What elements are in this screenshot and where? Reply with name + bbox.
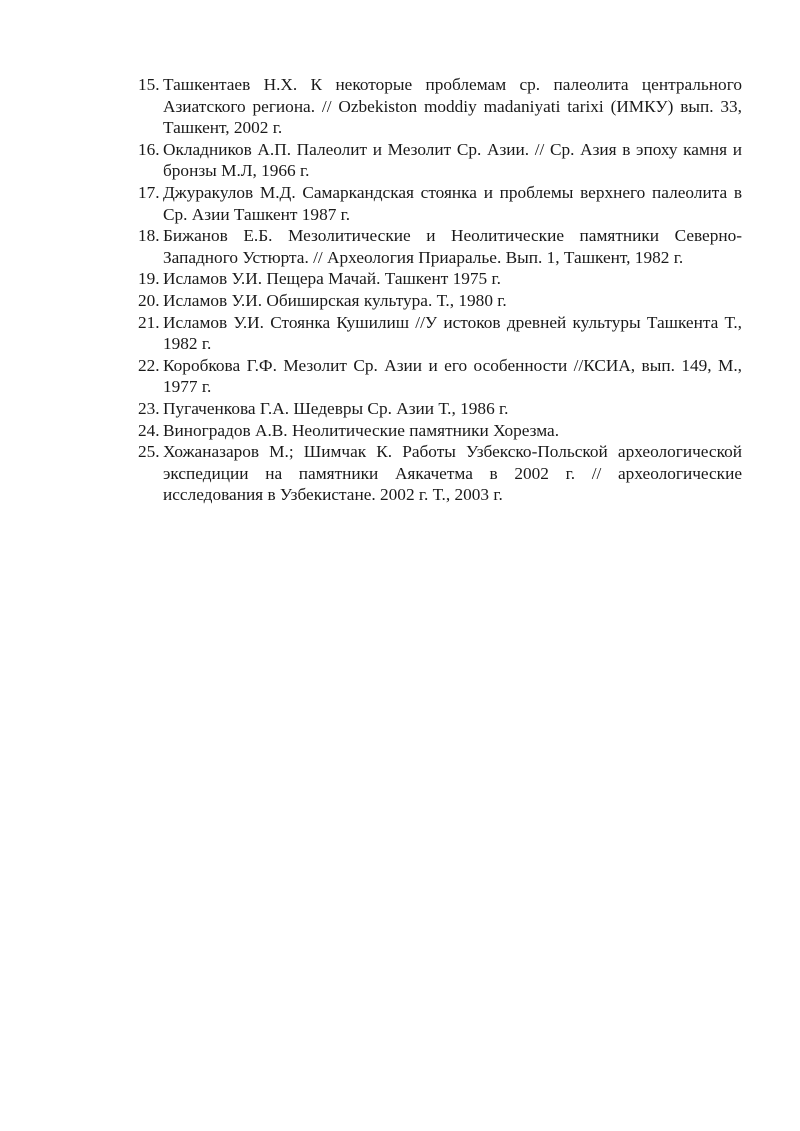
- reference-item-15: [138, 74, 742, 139]
- reference-number: 21.: [138, 312, 160, 332]
- reference-text: Исламов У.И. Пещера Мачай. Ташкент 1975 г.: [163, 269, 501, 289]
- reference-text: Хожаназаров М.; Шимчак К. Работы Узбекско-Польской археологической экспедиции на памятники Аякачетма в 2002 г. // археологические исследования в Узбекистане. 2002 г. Т., 2003 г.: [163, 442, 742, 505]
- reference-number: 25.: [138, 442, 160, 462]
- reference-number: 19.: [138, 269, 160, 289]
- reference-item-25: [138, 441, 742, 506]
- reference-text: Виноградов А.В. Неолитические памятники Хорезма.: [163, 420, 560, 440]
- reference-item-24: [138, 420, 742, 442]
- reference-list: [138, 74, 742, 506]
- reference-item-19: [138, 268, 742, 290]
- reference-item-22: [138, 355, 742, 398]
- reference-text: Бижанов Е.Б. Мезолитические и Неолитические памятники Северно-Западного Устюрта. // Археология Приаралье. Вып. 1, Ташкент, 1982 г.: [163, 226, 742, 267]
- reference-item-18: [138, 225, 742, 268]
- reference-text: Исламов У.И. Обиширская культура. Т., 1980 г.: [163, 290, 507, 310]
- reference-text: Джуракулов М.Д. Самаркандская стоянка и проблемы верхнего палеолита в Ср. Азии Ташкент 1987 г.: [163, 182, 742, 224]
- reference-number: 16.: [138, 139, 160, 159]
- reference-number: 24.: [138, 420, 160, 440]
- reference-item-20: [138, 290, 742, 312]
- reference-number: 15.: [138, 75, 160, 94]
- reference-number: 20.: [138, 290, 160, 310]
- reference-number: 23.: [138, 398, 160, 418]
- reference-text: Исламов У.И. Стоянка Кушилиш //У истоков древней культуры Ташкента Т., 1982 г.: [163, 312, 742, 354]
- reference-text: Коробкова Г.Ф. Мезолит Ср. Азии и его особенности //КСИА, вып. 149, М., 1977 г.: [163, 355, 742, 397]
- reference-item-21: [138, 312, 742, 355]
- reference-text: Ташкентаев Н.Х. К некоторые проблемам ср. палеолита центрального Азиатского региона. // Ozbekiston moddiy madaniyati tarixi (ИМКУ) вып. 33, Ташкент, 2002 г.: [163, 75, 742, 138]
- reference-item-17: [138, 182, 742, 225]
- reference-item-16: [138, 139, 742, 182]
- reference-text: Окладников А.П. Палеолит и Мезолит Ср. Азии. // Ср. Азия в эпоху камня и бронзы М.Л, 1966 г.: [163, 139, 742, 181]
- reference-number: 22.: [138, 355, 160, 375]
- reference-item-23: [138, 398, 742, 420]
- reference-number: 18.: [138, 226, 160, 246]
- reference-text: Пугаченкова Г.А. Шедевры Ср. Азии Т., 1986 г.: [163, 398, 509, 418]
- reference-number: 17.: [138, 182, 160, 202]
